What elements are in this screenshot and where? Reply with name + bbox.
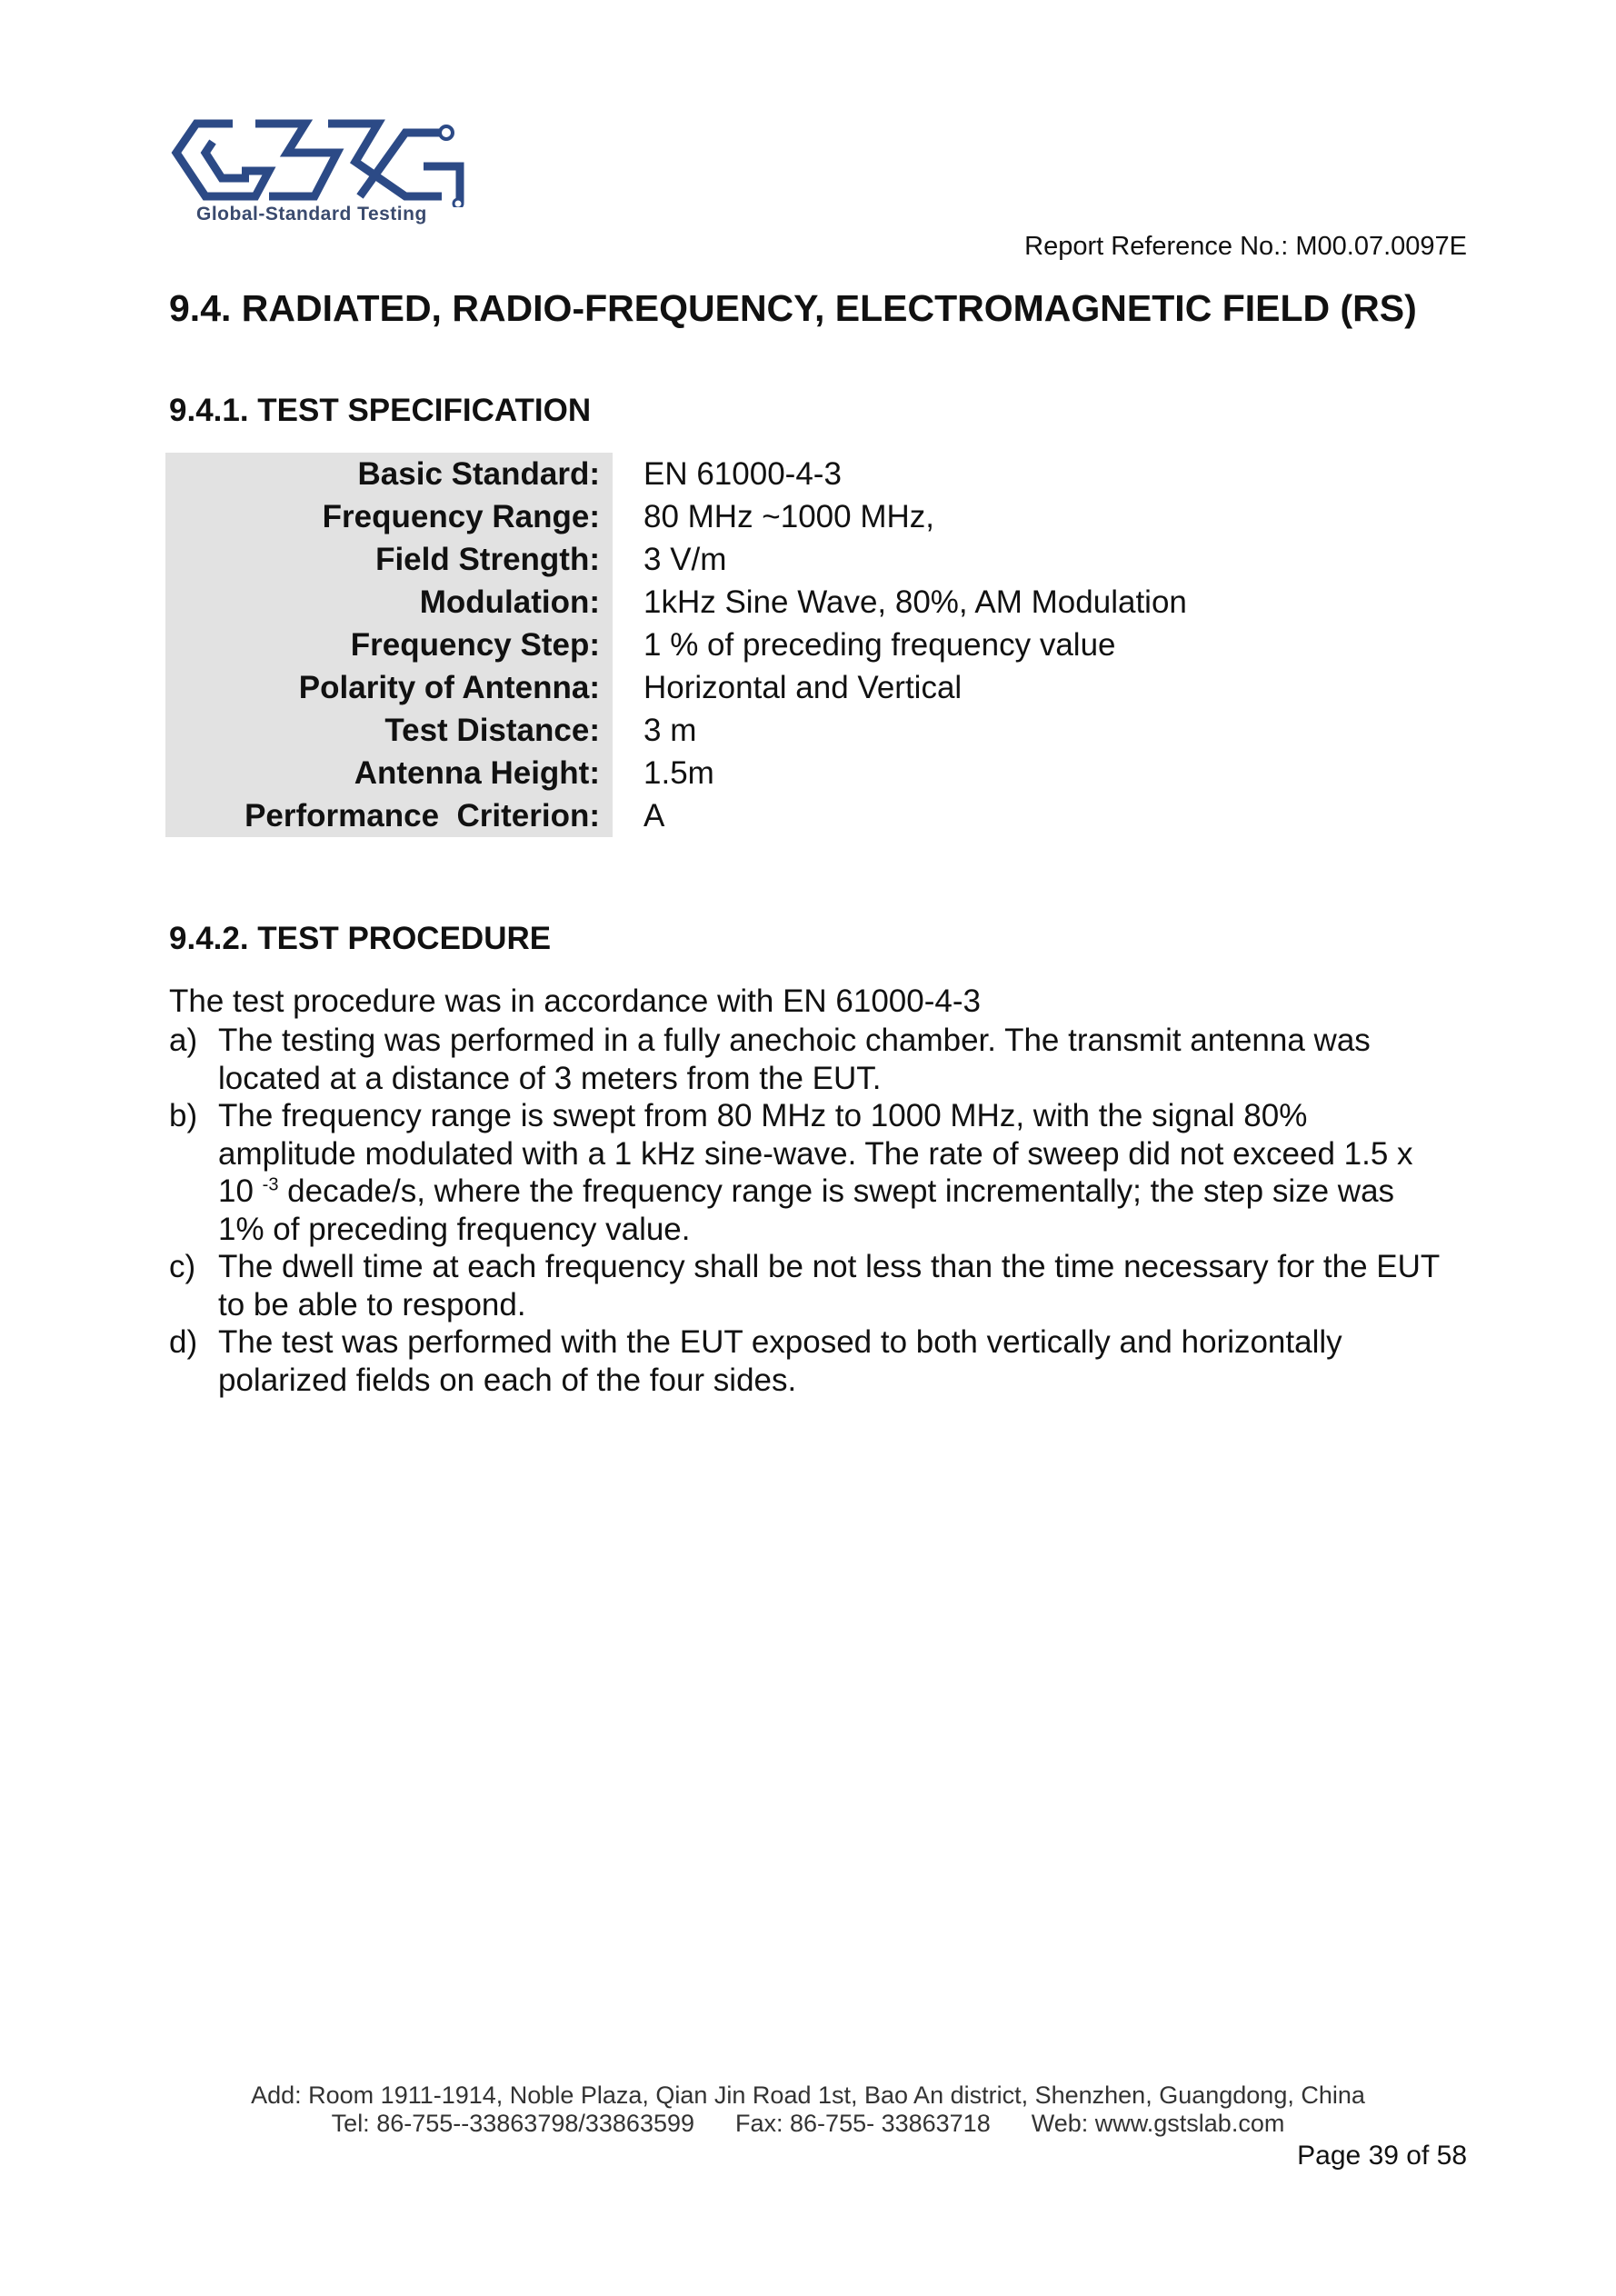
procedure-step <box>169 1097 1496 1248</box>
spec-value: A <box>643 797 665 834</box>
spec-value: 3 m <box>643 712 697 748</box>
procedure-list <box>169 1022 1496 1399</box>
spec-row <box>165 709 1187 752</box>
spec-value: 1.5m <box>643 754 714 791</box>
footer-contact: Tel: 86-755--33863798/33863599 Fax: 86-755- 33863718 Web: www.gstslab.com <box>331 2110 1285 2137</box>
report-reference: Report Reference No.: M00.07.0097E <box>1024 232 1467 261</box>
step-line: to be able to respond. <box>218 1286 526 1323</box>
company-logo <box>169 116 469 233</box>
spec-row <box>165 538 1187 581</box>
procedure-step <box>169 1323 1496 1399</box>
step-marker: c) <box>169 1249 196 1284</box>
spec-label: Antenna Height: <box>165 752 613 794</box>
step-marker: d) <box>169 1324 198 1360</box>
footer-address: Add: Room 1911-1914, Noble Plaza, Qian Jin Road 1st, Bao An district, Shenzhen, Guangdong, China <box>251 2081 1365 2109</box>
spec-label: Modulation: <box>165 581 613 624</box>
exponent-base: 10 <box>218 1173 263 1209</box>
step-line: The dwell time at each frequency shall be not less than the time necessary for the EUT <box>218 1249 1441 1284</box>
spec-label: Polarity of Antenna: <box>165 666 613 709</box>
gst-logo-mark <box>169 116 469 207</box>
spec-row <box>165 666 1187 709</box>
spec-value: 3 V/m <box>643 541 727 577</box>
step-line: The frequency range is swept from 80 MHz to 1000 MHz, with the signal 80% <box>218 1098 1308 1133</box>
step-line-rest: decade/s, where the frequency range is swept incrementally; the step size was <box>278 1173 1395 1209</box>
step-line: amplitude modulated with a 1 kHz sine-wave. The rate of sweep did not exceed 1.5 x <box>218 1135 1413 1172</box>
step-marker: b) <box>169 1098 198 1133</box>
spec-row <box>165 581 1187 624</box>
spec-label: Basic Standard: <box>165 453 613 495</box>
spec-value: 1 % of preceding frequency value <box>643 626 1116 663</box>
spec-heading: 9.4.1. TEST SPECIFICATION <box>169 393 592 428</box>
step-marker: a) <box>169 1023 198 1058</box>
spec-label: Frequency Range: <box>165 495 613 538</box>
step-line: polarized fields on each of the four sides. <box>218 1362 797 1398</box>
step-line: located at a distance of 3 meters from the EUT. <box>218 1060 882 1096</box>
spec-label: Frequency Step: <box>165 624 613 666</box>
spec-value: 1kHz Sine Wave, 80%, AM Modulation <box>643 584 1187 620</box>
spec-table <box>165 453 1187 837</box>
spec-row <box>165 752 1187 794</box>
spec-value: 80 MHz ~1000 MHz, <box>643 498 934 534</box>
spec-row <box>165 624 1187 666</box>
spec-label: Performance Criterion: <box>165 794 613 837</box>
step-line: The test was performed with the EUT exposed to both vertically and horizontally <box>218 1324 1342 1360</box>
step-line <box>218 1173 1496 1211</box>
spec-label: Field Strength: <box>165 538 613 581</box>
page-number: Page 39 of 58 <box>1297 2141 1467 2171</box>
exponent: -3 <box>262 1174 279 1195</box>
spec-row <box>165 794 1187 837</box>
logo-text: Global-Standard Testing <box>196 204 427 225</box>
step-line: 1% of preceding frequency value. <box>218 1211 691 1247</box>
step-line: The testing was performed in a fully anechoic chamber. The transmit antenna was <box>218 1023 1371 1058</box>
spec-value: Horizontal and Vertical <box>643 669 963 705</box>
procedure-step <box>169 1248 1496 1323</box>
spec-row <box>165 495 1187 538</box>
spec-row <box>165 453 1187 495</box>
section-title: 9.4. RADIATED, RADIO-FREQUENCY, ELECTROMAGNETIC FIELD (RS) <box>169 287 1417 329</box>
procedure-step <box>169 1022 1496 1097</box>
spec-value: EN 61000-4-3 <box>643 455 842 492</box>
procedure-intro: The test procedure was in accordance with EN 61000-4-3 <box>169 983 981 1019</box>
procedure-heading: 9.4.2. TEST PROCEDURE <box>169 921 552 956</box>
spec-label: Test Distance: <box>165 709 613 752</box>
